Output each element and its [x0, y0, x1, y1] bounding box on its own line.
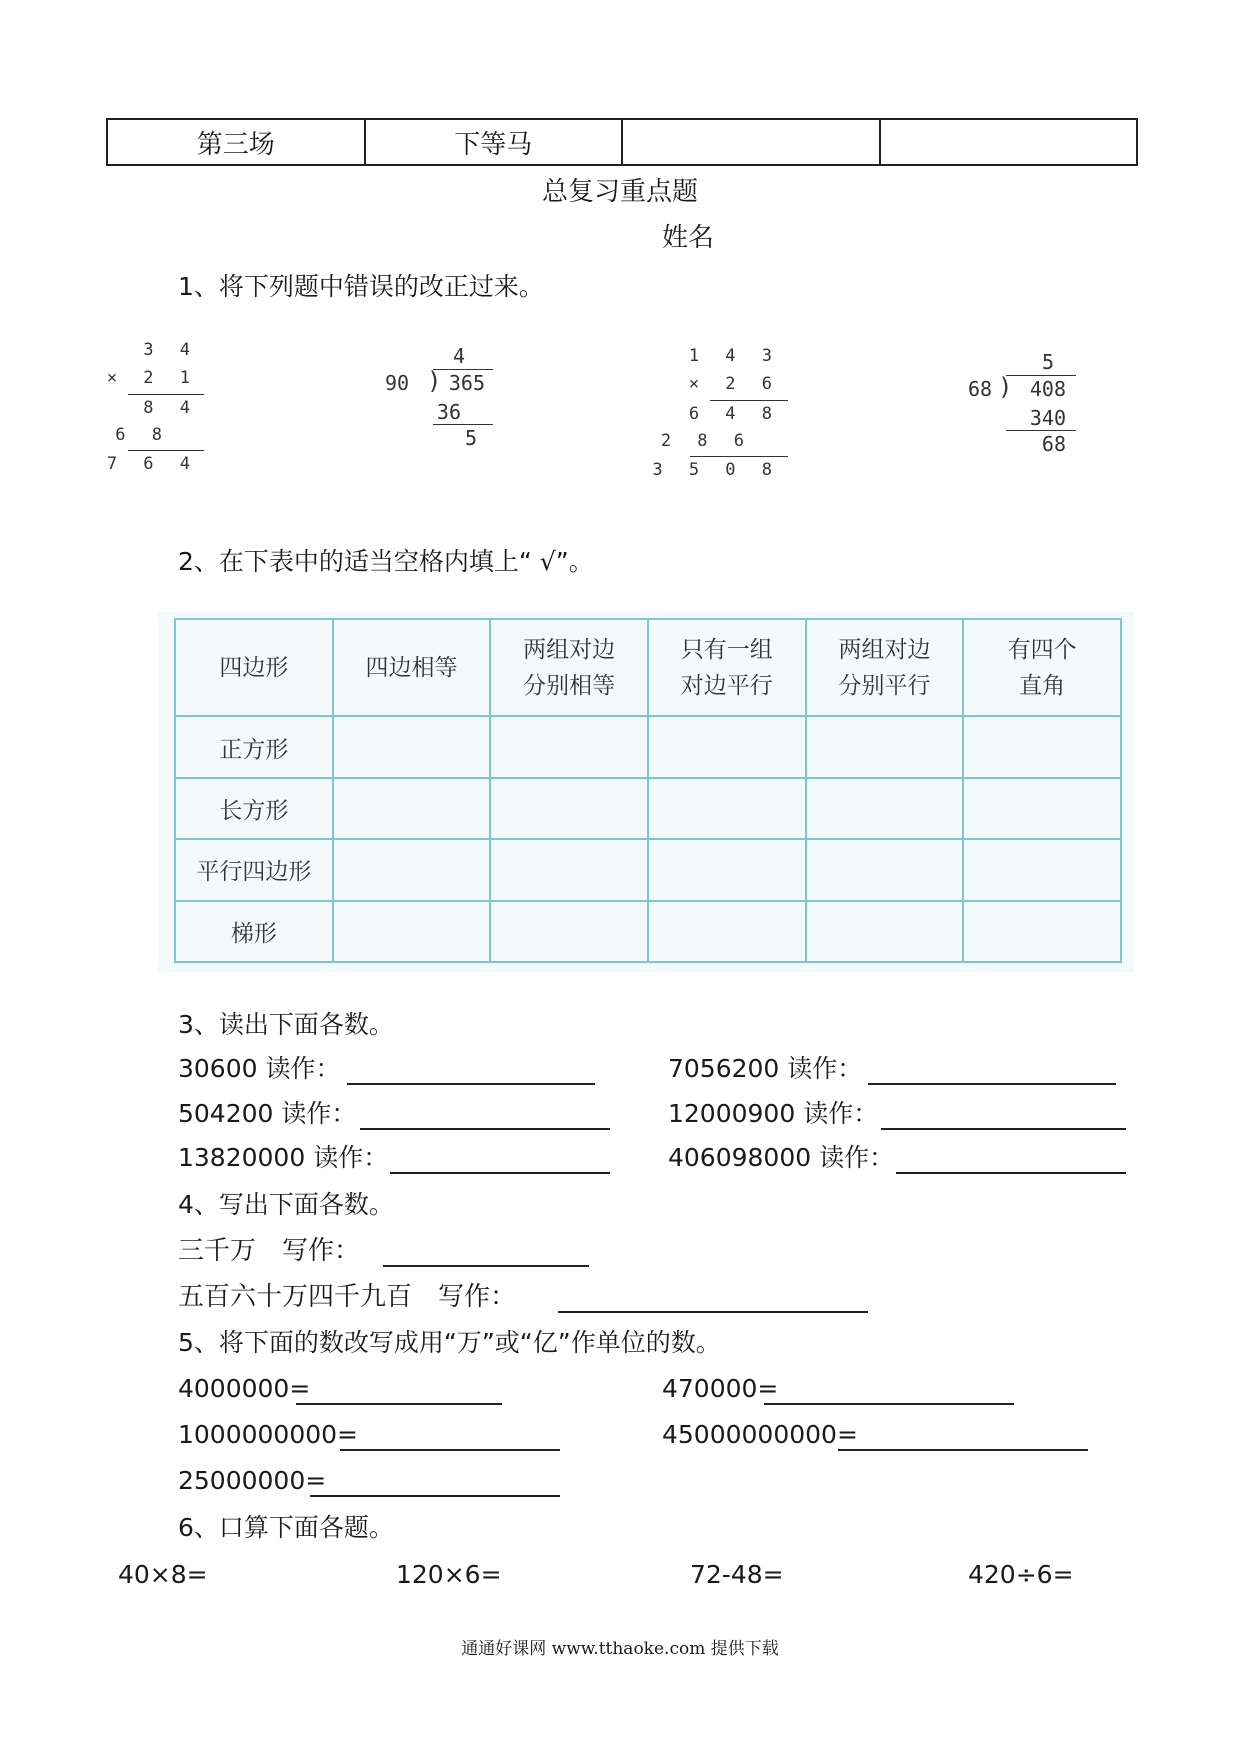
table-row	[175, 901, 1121, 962]
table-cell[interactable]	[648, 901, 806, 962]
mental-item-4: 420÷6=	[968, 1560, 1074, 1589]
row-label-square: 正方形	[175, 716, 333, 777]
read-item-5: 13820000 读作：	[178, 1143, 389, 1172]
table-cell[interactable]	[963, 778, 1121, 839]
header-one-pair-parallel: 只有一组 对边平行	[648, 619, 806, 716]
calc1-b: × 2 1	[106, 368, 198, 388]
read-item-6: 406098000 读作：	[668, 1143, 895, 1172]
answer-line-read-1[interactable]	[347, 1083, 595, 1085]
calc-2	[385, 344, 495, 454]
footer-credit: 通通好课网 www.tthaoke.com 提供下载	[461, 1639, 779, 1659]
table-cell[interactable]	[490, 716, 648, 777]
top-cell-2: 下等马	[365, 119, 623, 165]
answer-line-convert-4[interactable]	[838, 1449, 1088, 1451]
table-cell[interactable]	[648, 778, 806, 839]
top-table-row	[107, 119, 1137, 165]
calc3-res: 3 5 0 8	[652, 460, 780, 480]
calc1-p2: 6 8	[115, 425, 170, 445]
calc2-dividend: 365	[448, 371, 485, 395]
calc4-quotient: 5	[1041, 350, 1054, 374]
page-title: 总复习重点题	[541, 177, 698, 207]
answer-line-convert-1[interactable]	[296, 1403, 502, 1405]
calc2-subtract: 36	[436, 400, 461, 424]
table-cell[interactable]	[490, 901, 648, 962]
calc2-quotient: 4	[452, 344, 465, 368]
answer-line-read-6[interactable]	[896, 1172, 1126, 1174]
calc2-divisor: 90	[385, 371, 410, 395]
calc3-line-1	[710, 400, 788, 401]
header-four-sides-equal: 四边相等	[333, 619, 491, 716]
read-item-4: 12000900 读作：	[668, 1099, 879, 1128]
row-label-parallelogram: 平行四边形	[175, 839, 333, 900]
calc1-line-2	[128, 450, 204, 451]
calc1-res: 7 6 4	[106, 454, 198, 474]
read-item-1: 30600 读作：	[178, 1054, 341, 1083]
convert-item-3: 1000000000=	[178, 1420, 359, 1449]
calc-1	[106, 340, 208, 480]
answer-line-read-4[interactable]	[881, 1128, 1126, 1130]
table-row	[175, 839, 1121, 900]
calc3-line-2	[690, 456, 788, 457]
quadrilateral-table	[174, 618, 1122, 963]
name-label: 姓名	[662, 223, 715, 253]
header-four-right-angles: 有四个 直角	[963, 619, 1121, 716]
table-cell[interactable]	[490, 778, 648, 839]
calc1-line-1	[128, 394, 204, 395]
q5-heading: 5、将下面的数改写成用“万”或“亿”作单位的数。	[178, 1328, 721, 1357]
q2-heading: 2、在下表中的适当空格内填上“ √”。	[178, 547, 594, 576]
calc4-bracket: )	[998, 373, 1013, 401]
quadrilateral-table-scan	[158, 612, 1134, 972]
table-cell[interactable]	[333, 901, 491, 962]
convert-item-1: 4000000=	[178, 1374, 311, 1403]
calc2-bracket-top	[433, 369, 493, 370]
calc4-remainder: 68	[1041, 432, 1066, 456]
calc-3	[652, 346, 790, 486]
mental-item-3: 72-48=	[690, 1560, 784, 1589]
write-item-1: 三千万 写作：	[178, 1236, 361, 1266]
table-cell[interactable]	[806, 778, 964, 839]
table-row	[175, 716, 1121, 777]
calc4-subtract: 340	[1029, 406, 1066, 430]
answer-line-write-1[interactable]	[383, 1265, 589, 1267]
answer-line-read-3[interactable]	[360, 1128, 610, 1130]
read-item-3: 504200 读作：	[178, 1099, 357, 1128]
answer-line-convert-3[interactable]	[340, 1449, 560, 1451]
header-two-pairs-parallel: 两组对边 分别平行	[806, 619, 964, 716]
calc4-dividend: 408	[1029, 377, 1066, 401]
calc2-bracket: )	[427, 367, 442, 395]
table-cell[interactable]	[806, 901, 964, 962]
read-item-2: 7056200 读作：	[668, 1054, 863, 1083]
convert-item-5: 25000000=	[178, 1466, 327, 1495]
calc3-p1: 6 4 8	[688, 404, 780, 424]
table-cell[interactable]	[333, 716, 491, 777]
answer-line-convert-5[interactable]	[310, 1495, 560, 1497]
calc3-b: × 2 6	[688, 374, 780, 394]
header-shape: 四边形	[175, 619, 333, 716]
write-item-2: 五百六十万四千九百 写作：	[178, 1282, 517, 1312]
top-cell-4	[880, 119, 1138, 165]
table-row	[175, 778, 1121, 839]
calc3-p2: 2 8 6	[660, 431, 752, 451]
table-cell[interactable]	[963, 839, 1121, 900]
table-cell[interactable]	[648, 716, 806, 777]
table-cell[interactable]	[648, 839, 806, 900]
table-cell[interactable]	[963, 716, 1121, 777]
row-label-rectangle: 长方形	[175, 778, 333, 839]
q3-heading: 3、读出下面各数。	[178, 1010, 394, 1039]
table-cell[interactable]	[333, 839, 491, 900]
q6-heading: 6、口算下面各题。	[178, 1513, 394, 1542]
calc2-line	[433, 424, 493, 425]
table-cell[interactable]	[806, 839, 964, 900]
convert-item-4: 45000000000=	[662, 1420, 858, 1449]
answer-line-write-2[interactable]	[558, 1311, 868, 1313]
row-label-trapezoid: 梯形	[175, 901, 333, 962]
table-cell[interactable]	[333, 778, 491, 839]
table-cell[interactable]	[806, 716, 964, 777]
calc3-a: 1 4 3	[688, 346, 780, 366]
answer-line-read-2[interactable]	[868, 1083, 1116, 1085]
table-header-row	[175, 619, 1121, 716]
q1-heading: 1、将下列题中错误的改正过来。	[178, 272, 544, 301]
table-cell[interactable]	[963, 901, 1121, 962]
header-opposite-sides-equal: 两组对边 分别相等	[490, 619, 648, 716]
calc2-remainder: 5	[464, 426, 477, 450]
q4-heading: 4、写出下面各数。	[178, 1190, 394, 1219]
top-table	[106, 118, 1138, 166]
calc4-bracket-top	[1006, 375, 1076, 376]
calc4-divisor: 68	[968, 377, 993, 401]
top-cell-1: 第三场	[107, 119, 365, 165]
convert-item-2: 470000=	[662, 1374, 779, 1403]
top-cell-3	[622, 119, 880, 165]
calc1-a: 3 4	[143, 340, 198, 360]
calc4-line	[1006, 430, 1076, 431]
calc-4	[968, 350, 1078, 460]
calc1-p1: 8 4	[143, 398, 198, 418]
mental-item-1: 40×8=	[118, 1560, 208, 1589]
answer-line-convert-2[interactable]	[764, 1403, 1014, 1405]
table-cell[interactable]	[490, 839, 648, 900]
answer-line-read-5[interactable]	[390, 1172, 610, 1174]
mental-item-2: 120×6=	[396, 1560, 502, 1589]
